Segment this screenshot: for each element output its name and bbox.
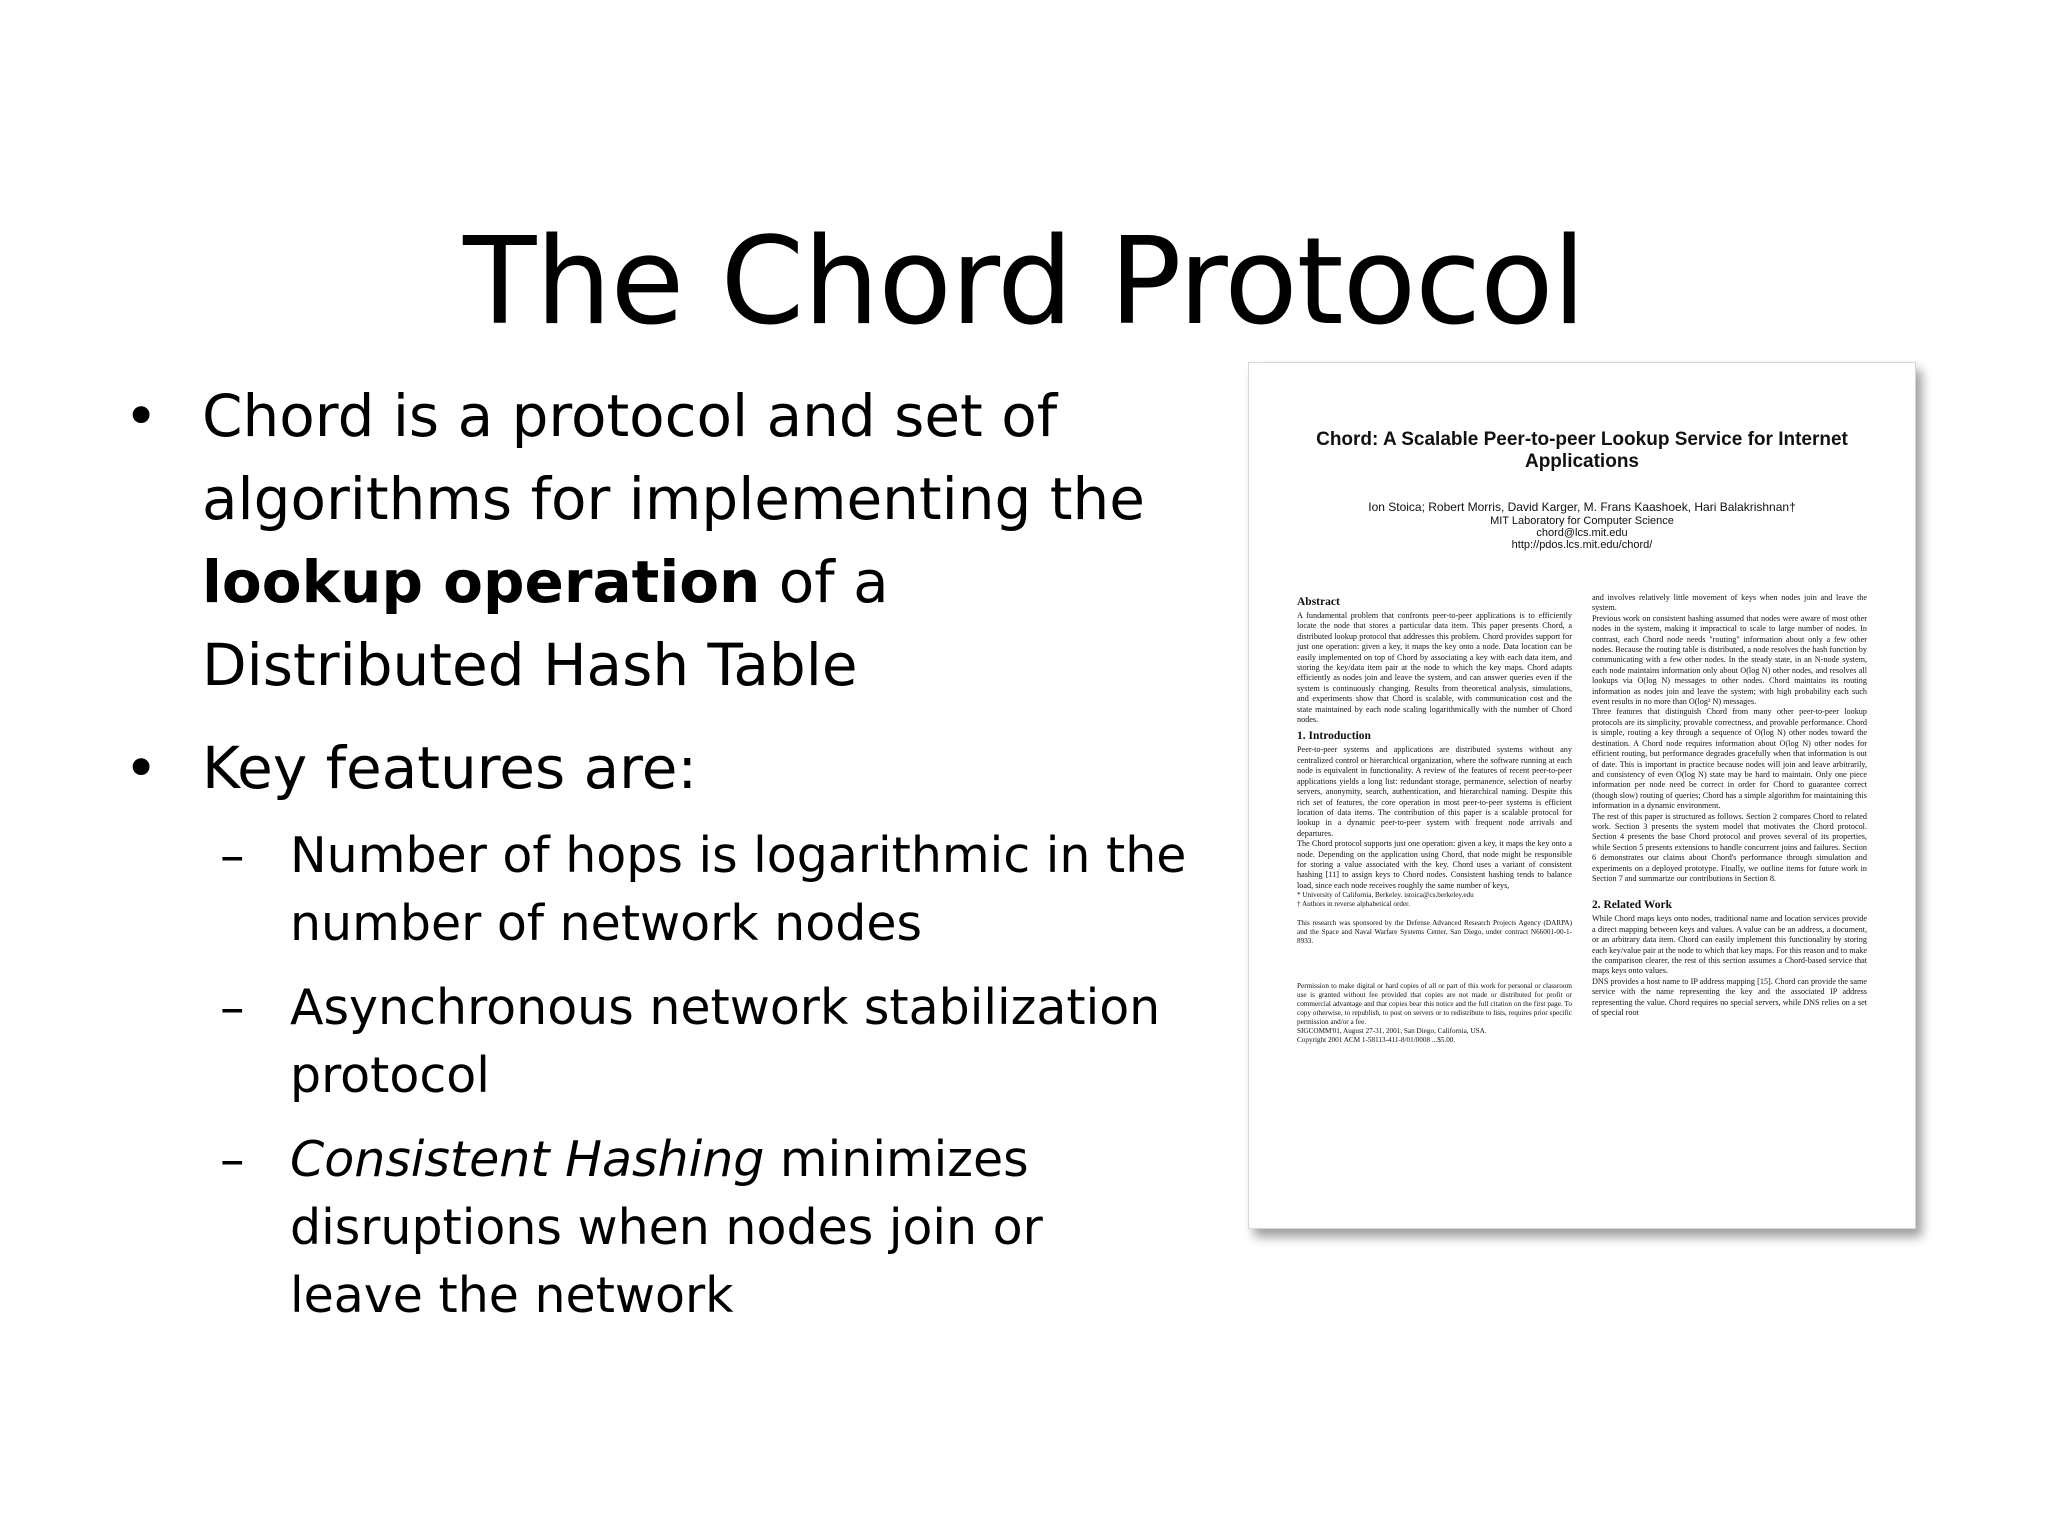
bullet-marker: • <box>124 734 159 802</box>
paper-section-heading: Abstract <box>1297 596 1340 608</box>
slide-title: The Chord Protocol <box>463 213 1585 353</box>
bullet-text: Asynchronous network stabilization protocol <box>290 979 1161 1104</box>
paper-title: Chord: A Scalable Peer-to-peer Lookup Service for Internet Applications <box>1316 429 1848 472</box>
paper-spacer <box>1297 909 1572 919</box>
paper-paragraph: A fundamental problem that confronts peer-to-peer applications is to efficiently locate the node that stores a particular data item. This paper presents Chord, a distributed lookup protocol that addresses this problem. Chord provides support for just one operation: given a key, it maps the key onto a node. Data location can be easily implemented on top of Chord by associating a key with each data item, and storing the key/data item pair at the node to which the key maps. Chord adapts efficiently as nodes join and leave the system, and can answer queries even if the system is continuously changing. Results from theoretical analysis, simulations, and experiments show that Chord is scalable, with communication cost and the state maintained by each node scaling logarithmically with the number of Chord nodes. <box>1297 611 1572 725</box>
bullet-item <box>110 375 1190 707</box>
bullet-text: Chord is a protocol and set of algorithms for implementing the <box>202 382 1145 533</box>
paper-right-column <box>1592 593 1867 1018</box>
bullet-emphasis: lookup operation <box>202 548 761 616</box>
paper-footnote: † Authors in reverse alphabetical order. <box>1297 900 1410 909</box>
bullet-list <box>110 375 1190 1330</box>
sub-bullet-marker: – <box>220 1131 245 1188</box>
paper-footnote: SIGCOMM'01, August 27-31, 2001, San Diego, California, USA. <box>1297 1027 1487 1036</box>
sub-bullet-item <box>110 822 1190 958</box>
paper-footnote: Permission to make digital or hard copies of all or part of this work for personal or classroom use is granted without fee provided that copies are not made or distributed for profit or commercial advantage and that copies bear this notice and the full citation on the first page. To copy otherwise, to republish, to post on servers or to redistribute to lists, requires prior specific permission and/or a fee. <box>1297 982 1572 1027</box>
paper-spacer <box>1297 946 1572 982</box>
bullet-text: minimizes disruptions when nodes join or leave the network <box>290 1131 1043 1324</box>
bullet-emphasis: Consistent Hashing <box>290 1131 765 1188</box>
paper-affiliation <box>1269 515 1895 551</box>
paper-affiliation-line: chord@lcs.mit.edu <box>1536 527 1628 539</box>
paper-paragraph: The rest of this paper is structured as follows. Section 2 compares Chord to related work. Section 3 presents the system model that motivates the Chord protocol. Section 4 presents the base Chord protocol and proves several of its properties, while Section 5 presents extensions to handle concurrent joins and failures. Section 6 demonstrates our claims about Chord's performance through simulation and experiments on a deployed prototype. Finally, we outline items for future work in Section 7 and summarize our contributions in Section 8. <box>1592 811 1867 883</box>
paper-thumbnail <box>1248 362 1916 1229</box>
paper-paragraph: Peer-to-peer systems and applications are distributed systems without any centralized control or hierarchical organization, where the software running at each node is equivalent in functionality. A review of the features of recent peer-to-peer applications yields a long list: redundant storage, permanence, selection of nearby servers, anonymity, search, authentication, and hierarchical naming. Despite this rich set of features, the core operation in most peer-to-peer systems is efficient location of data items. The contribution of this paper is a scalable protocol for lookup in a dynamic peer-to-peer system with frequent node arrivals and departures. <box>1297 745 1572 838</box>
paper-authors: Ion Stoica; Robert Morris, David Karger, M. Frans Kaashoek, Hari Balakrishnan† <box>1368 500 1796 514</box>
sub-bullet-item <box>110 1126 1190 1330</box>
paper-footnote: This research was sponsored by the Defense Advanced Research Projects Agency (DARPA) and the Space and Naval Warfare Systems Center, San Diego, under contract N66001-00-1-8933. <box>1297 919 1572 946</box>
bullet-item <box>110 727 1190 810</box>
paper-section-heading: 2. Related Work <box>1592 899 1672 912</box>
paper-paragraph: While Chord maps keys onto nodes, traditional name and location services provide a direct mapping between keys and values. A value can be an address, a document, or an arbitrary data item. Chord can easily implement this functionality by storing each key/value pair at the node to which that key maps. For this reason and to make the comparison clearer, the rest of this section assumes a Chord-based service that maps keys onto values. <box>1592 914 1867 976</box>
paper-spacer <box>1592 884 1867 894</box>
bullet-text: Number of hops is logarithmic in the number of network nodes <box>290 827 1187 952</box>
paper-footnote: * University of California, Berkeley. istoica@cs.berkeley.edu <box>1297 891 1474 900</box>
bullet-text: of a Distributed Hash Table <box>202 548 889 699</box>
bullet-marker: • <box>124 382 159 450</box>
sub-bullet-marker: – <box>220 827 245 884</box>
paper-left-column <box>1297 591 1572 1045</box>
paper-paragraph: and involves relatively little movement of keys when nodes join and leave the system. <box>1592 593 1867 613</box>
paper-paragraph: Previous work on consistent hashing assumed that nodes were aware of most other nodes in the system, making it impractical to scale to large number of nodes. In contrast, each Chord node needs "routing" information about only a few other nodes. Because the routing table is distributed, a node resolves the hash function by communicating with a few other nodes. In the steady state, in an N-node system, each node maintains information only about O(log N) other nodes, and resolves all lookups via O(log N) messages to other nodes. Chord maintains its routing information as nodes join and leave the system; with high probability each such event results in no more than O(log² N) messages. <box>1592 613 1867 707</box>
paper-paragraph: DNS provides a host name to IP address mapping [15]. Chord can provide the same service with the name representing the key and the associated IP address representing the value. Chord requires no special servers, while DNS relies on a set of special root <box>1592 976 1867 1018</box>
paper-affiliation-line: http://pdos.lcs.mit.edu/chord/ <box>1511 539 1653 551</box>
sub-bullet-marker: – <box>220 979 245 1036</box>
bullet-text: Key features are: <box>202 734 697 802</box>
paper-affiliation-line: MIT Laboratory for Computer Science <box>1490 515 1674 527</box>
sub-bullet-item <box>110 974 1190 1110</box>
paper-section-heading: 1. Introduction <box>1297 730 1371 743</box>
paper-paragraph: Three features that distinguish Chord from many other peer-to-peer lookup protocols are its simplicity, provable correctness, and provable performance. Chord is simple, routing a key through a sequence of O(log N) other nodes toward the destination. A Chord node requires information about O(log N) other nodes for efficient routing, but performance degrades gracefully when that information is out of date. This is important in practice because nodes will join and leave arbitrarily, and consistency of even O(log N) state may be hard to maintain. Only one piece information per node need be correct in order for Chord to guarantee correct (though slow) routing of queries; Chord has a simple algorithm for maintaining this information in a dynamic environment. <box>1592 707 1867 811</box>
paper-footnote: Copyright 2001 ACM 1-58113-411-8/01/0008 ...$5.00. <box>1297 1036 1456 1045</box>
paper-paragraph: The Chord protocol supports just one operation: given a key, it maps the key onto a node. Depending on the application using Chord, that node might be responsible for storing a value associated with the key. Chord uses a variant of consistent hashing [11] to assign keys to Chord nodes. Consistent hashing tends to balance load, since each node receives roughly the same number of keys, <box>1297 839 1572 890</box>
